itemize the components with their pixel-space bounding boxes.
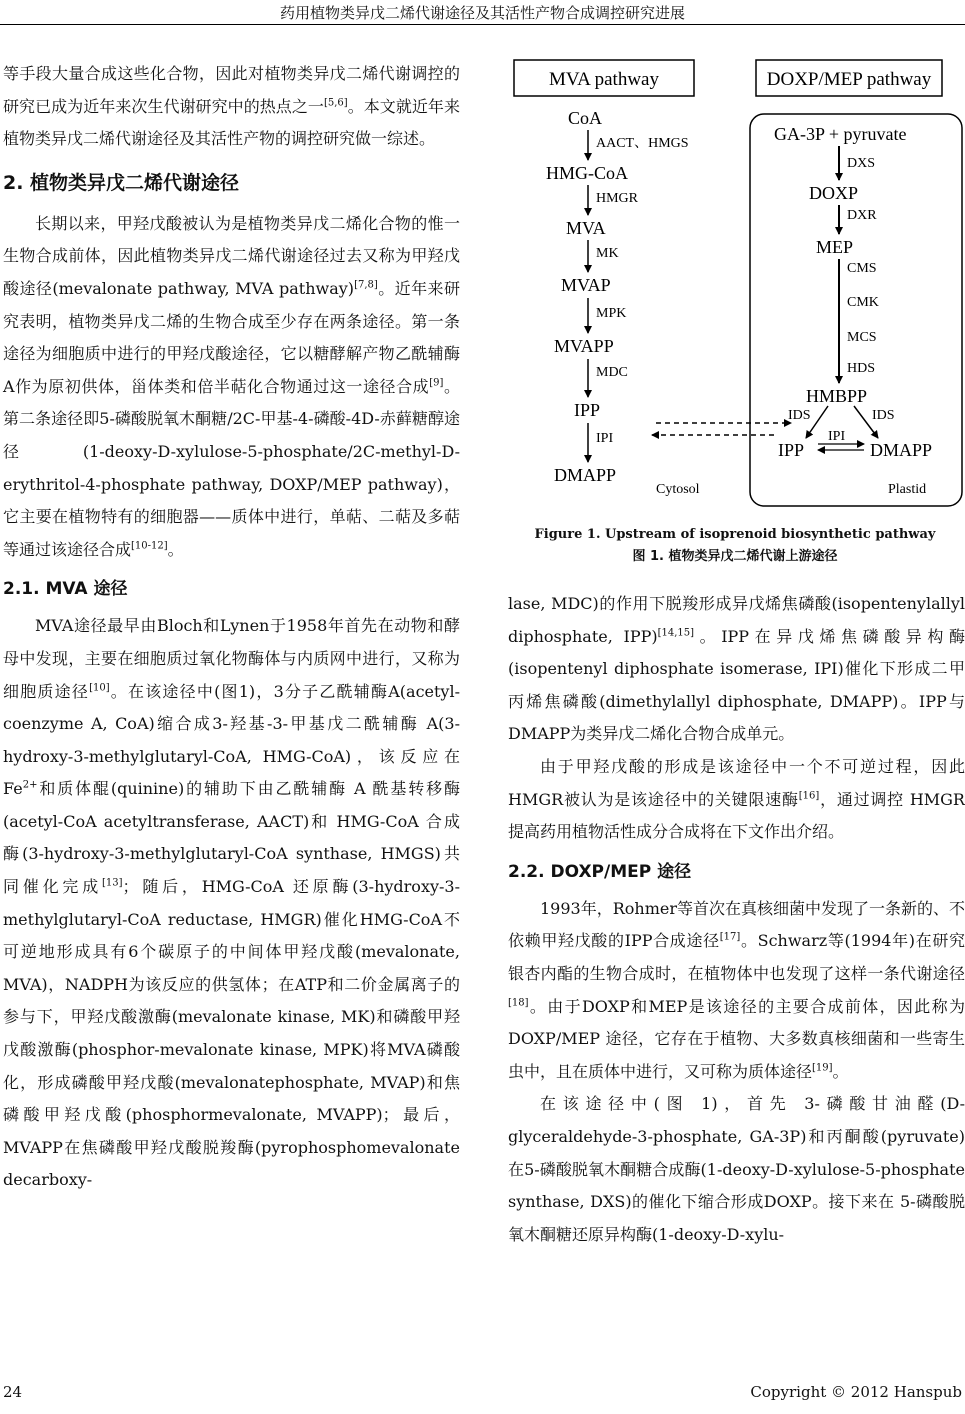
paragraph-mva: MVA途径最早由Bloch和Lynen于1958年首先在动物和酵母中发现，主要在细胞质过氧化物酶体与内质网中进行，又称为细胞质途径[10]。在该途径中(图1)，3分子乙酰辅酶A(acetyl-coenzyme A, CoA)缩合成3-羟基-3-甲基戊二酰辅酶 A(3-hydroxy-3-methylglutaryl-CoA, HMG-CoA)，该反应在 $Fe^{2+}$和质体醌(quinine)的辅助下由乙酰辅酶 A 酰基转移酶(acetyl-CoA acetyltransferase, AACT)和 HMG-CoA 合成酶(3-hydroxy-3-methylglutaryl-CoA synthase, HMGS)共同催化完成[13]；随后，HMG-CoA 还原酶(3-hydroxy-3-methylglutaryl-CoA reductase, HMGR)催化HMG-CoA不可逆地形成具有6个碳原子的中间体甲羟戊酸(mevalonate, MVA)，NADPH为该反应的供氢体；在ATP和二价金属离子的参与下，甲羟戊酸激酶(mevalonate kinase, MK)和磷酸甲羟戊酸激酶(phosphor-mevalonate kinase, MPK)将MVA磷酸化，形成磷酸甲羟戊酸(mevalonatephosphate, MVAP)和焦磷酸甲羟戊酸(phosphormevalonate, MVAPP)；最后，MVAPP在焦磷酸甲羟戊酸脱羧酶(pyrophosphomevalonate decarboxy- [3,616,460,1190]
mep-enzyme-dxr: DXR [847,208,877,223]
paragraph-doxp-steps: 在该途径中(图 1)，首先 3-磷酸甘油醛(D-glyceraldehyde-3-phosphate, GA-3P)和丙酮酸(pyruvate)在5-磷酸脱氧木酮糖合成酶(1-deoxy-D-xylulose-5-phosphate synthase, DXS)的催化下缩合形成DOXP。接下来在 5-磷酸脱氧木酮糖还原异构酶(1-deoxy-D-xylu- [508,1094,965,1244]
left-column [3,58,460,1197]
mep-enzyme-mcs: MCS [847,330,877,345]
mep-enzyme-dxs: DXS [847,156,876,171]
page-number: 24 [3,1383,23,1401]
mep-enzyme-ids-left: IDS [788,408,811,423]
mva-node-ipp: IPP [574,400,601,420]
cytosol-label: Cytosol [656,482,700,497]
running-header: 药用植物类异戊二烯代谢途径及其活性产物合成调控研究进展 [279,4,685,22]
mep-enzyme-ipi: IPI [828,429,846,444]
mep-node-hmbpp: HMBPP [806,386,868,406]
mep-node-mep: MEP [816,237,854,257]
mep-node-ga3p: GA-3P + pyruvate [774,124,907,144]
mva-node-coa: CoA [568,108,603,128]
mep-node-doxp: DOXP [809,183,859,203]
mva-node-mvap: MVAP [561,275,611,295]
paragraph-doxp-history: 1993年，Rohmer等首次在真核细菌中发现了一条新的、不依赖甲羟戊酸的IPP合成途径[17]。Schwarz等(1994年)在研究银杏内酯的生物合成时，在植物体中也发现了这样一条代谢途径[18]。由于DOXP和MEP是该途径的主要合成前体，因此称为 DOXP/MEP 途径，它存在于植物、大多数真核细菌和一些寄生虫中，且在质体中进行，又可称为质体途径[19]。 [508,898,965,1081]
mva-title: MVA pathway [549,69,659,90]
subsection-heading-mva: 2.1. MVA 途径 [3,579,128,600]
mep-node-dmapp: DMAPP [870,440,933,460]
plastid-label: Plastid [888,482,927,497]
figure-caption-en: Figure 1. Upstream of isoprenoid biosynthetic pathway [534,527,936,542]
mep-enzyme-cms: CMS [847,261,877,276]
paragraph-intro-end: 等手段大量合成这些化合物，因此对植物类异戊二烯代谢调控的研究已成为近年来次生代谢研究中的热点之一[5,6]。本文就近年来植物类异戊二烯代谢途径及其活性产物的调控研究做一综述。 [3,64,460,149]
figure-caption-cn: 图 1. 植物类异戊二烯代谢上游途径 [632,549,838,564]
mva-enzyme-ipi: IPI [596,431,614,446]
right-column [508,588,965,1251]
mva-node-hmgcoa: HMG-CoA [546,163,629,183]
mep-enzyme-ids-right: IDS [872,408,895,423]
mep-enzyme-hds: HDS [847,361,876,376]
mep-node-ipp: IPP [778,440,805,460]
paragraph-pathways: 长期以来，甲羟戊酸被认为是植物类异戊二烯化合物的惟一生物合成前体，因此植物类异戊二烯代谢途径过去又称为甲羟戊酸途径(mevalonate pathway, MVA pathway)[7,8]。近年来研究表明，植物类异戊二烯的生物合成至少存在两条途径。第一条途径为细胞质中进行的甲羟戊酸途径，它以糖酵解产物乙酰辅酶A作为原初供体，甾体类和倍半萜化合物通过这一途径合成[9]。第二条途径即5-磷酸脱氧木酮糖/2C-甲基-4-磷酸-4D-赤藓糖醇途径(1-deoxy-D-xylulose-5-phosphate/2C-methyl-D-erythritol-4-phosphate pathway, DOXP/MEP pathway)，它主要在植物特有的细胞器——质体中进行，单萜、二萜及多萜等通过该途径合成[10-12]。 [3,213,460,559]
mep-enzyme-cmk: CMK [847,295,879,310]
mva-node-mvapp: MVAPP [554,336,614,356]
mep-title: DOXP/MEP pathway [766,69,932,90]
paragraph-hmgr: 由于甲羟戊酸的形成是该途径中一个不可逆过程，因此HMGR被认为是该途径中的关键限速酶[16]，通过调控 HMGR 提高药用植物活性成分合成将在下文作出介绍。 [508,756,965,842]
mva-node-mva: MVA [566,218,606,238]
header-rule [0,24,965,25]
section-heading-2: 2. 植物类异戊二烯代谢途径 [3,171,240,194]
mva-node-dmapp: DMAPP [554,465,617,485]
mva-enzyme-aact: AACT、HMGS [596,136,689,151]
figure-1-pathway-diagram [506,54,964,524]
mva-enzyme-mk: MK [596,246,619,261]
mva-enzyme-mdc: MDC [596,365,628,380]
subsection-heading-doxp: 2.2. DOXP/MEP 途径 [508,861,692,882]
paragraph-mdc: lase, MDC)的作用下脱羧形成异戊烯焦磷酸(isopentenylallyl diphosphate, IPP)[14,15]。IPP在异戊烯焦磷酸异构酶(isopentenyl diphosphate isomerase, IPI)催化下形成二甲丙烯焦磷酸(dimethylallyl diphosphate, DMAPP)。IPP与DMAPP为类异戊二烯化合物合成单元。 [508,594,965,744]
mva-enzyme-mpk: MPK [596,306,627,321]
copyright: Copyright © 2012 Hanspub [750,1383,962,1401]
mva-enzyme-hmgr: HMGR [596,191,639,206]
